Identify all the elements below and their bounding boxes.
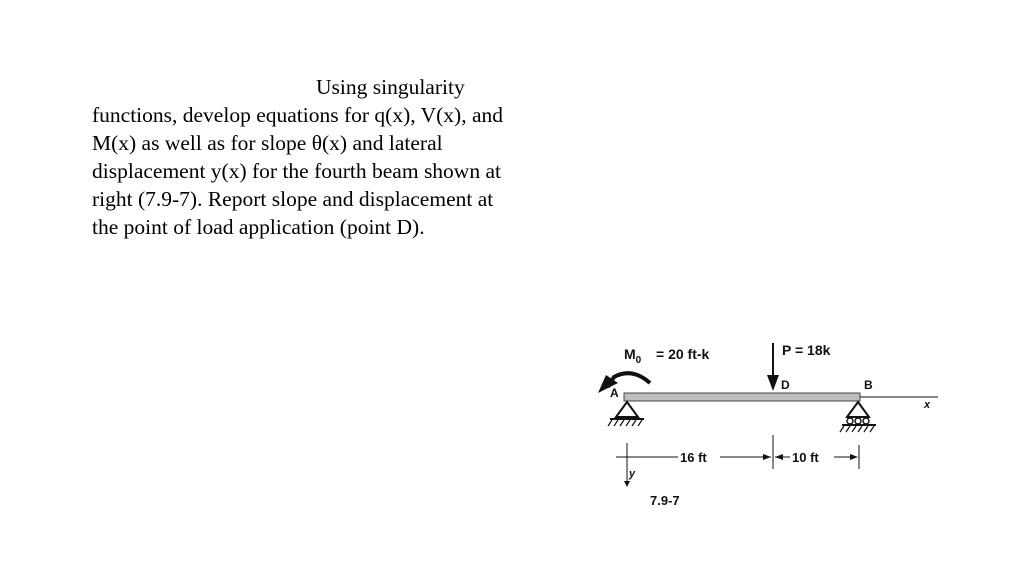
support-b-label: B <box>864 378 873 392</box>
moment-symbol: $M_0$ <box>624 346 642 366</box>
problem-line-2: functions, develop equations for q(x), V(x), and <box>92 103 503 127</box>
load-arrowhead-icon <box>767 375 779 391</box>
support-a-label: A <box>610 386 619 400</box>
dimension-ad-label: 16 ft <box>680 450 707 465</box>
ground-hatch-a-icon <box>608 420 642 426</box>
problem-statement <box>92 73 562 241</box>
x-axis-label: x <box>924 399 931 411</box>
dimension-db-label: 10 ft <box>792 450 819 465</box>
beam <box>624 393 860 401</box>
beam-figure <box>584 325 948 520</box>
ground-hatch-b-icon <box>840 426 874 432</box>
problem-line-1: Using singularity <box>316 75 465 99</box>
problem-line-4: displacement y(x) for the fourth beam shown at <box>92 159 501 183</box>
roller-support-icon <box>847 402 869 417</box>
moment-arrow-icon <box>608 373 650 387</box>
pin-support-icon <box>616 402 638 417</box>
beam-diagram <box>584 325 948 520</box>
problem-line-5: right (7.9-7). Report slope and displacement at <box>92 187 494 211</box>
y-axis-label: y <box>629 468 636 480</box>
figure-number: 7.9-7 <box>650 493 680 508</box>
problem-line-3: M(x) as well as for slope θ(x) and lateral <box>92 131 443 155</box>
moment-value-label: = 20 ft-k <box>656 346 710 362</box>
problem-line-6: the point of load application (point D). <box>92 215 425 239</box>
load-label: P = 18k <box>782 342 831 358</box>
point-d-label: D <box>781 378 790 392</box>
